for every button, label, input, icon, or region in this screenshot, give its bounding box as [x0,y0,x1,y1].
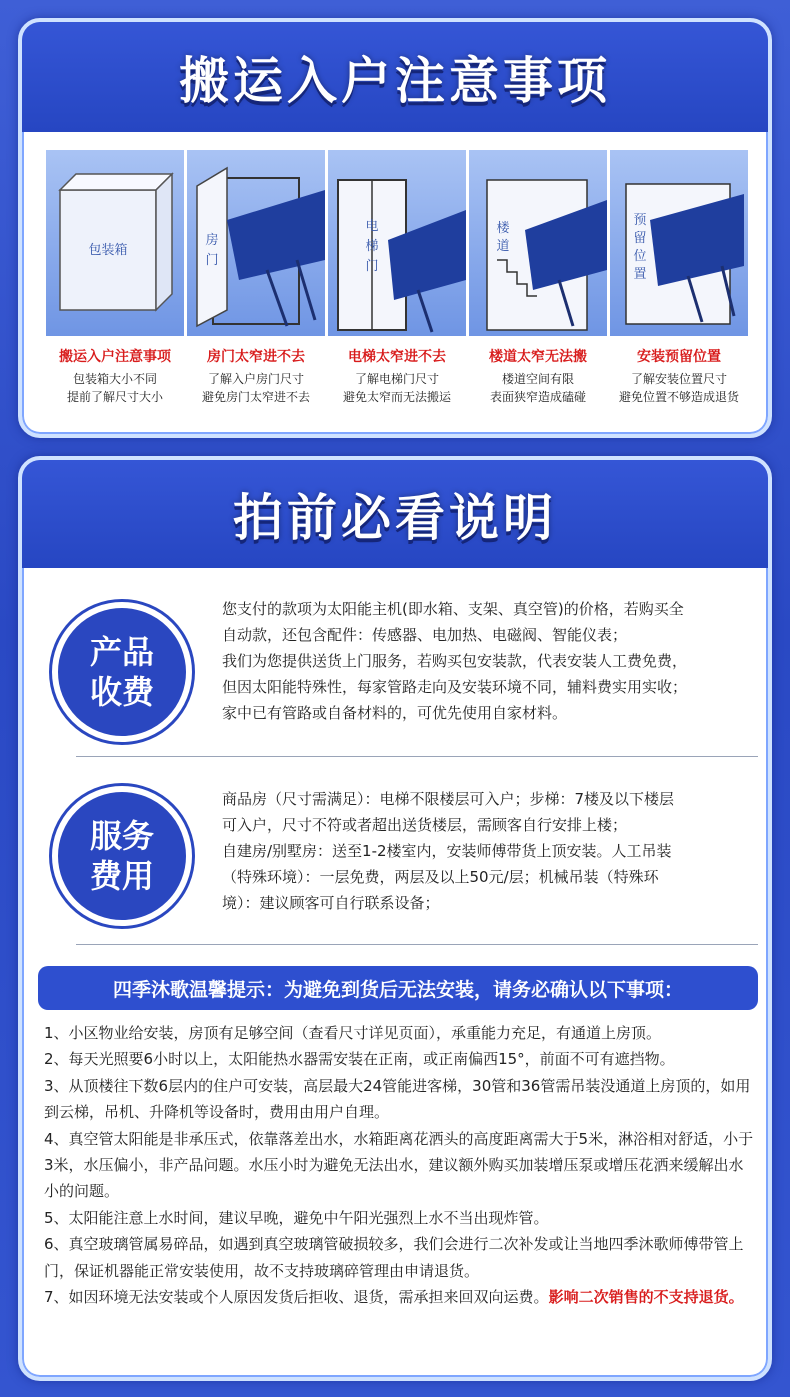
pre-purchase-header [22,460,768,568]
package-box-illustration [46,150,184,336]
reserve-label-1: 预 [633,213,647,228]
step-title: 楼道太窄无法搬 [489,349,587,365]
divider [76,756,758,757]
step-description: 了解入户房门尺寸 避免房门太窄进不去 [201,372,310,404]
tip-item: 5、太阳能注意上水时间，建议早晚，避免中午阳光强烈上水不当出现炸管。 [44,1208,549,1227]
tips-title-bar: 四季沐歌温馨提示：为避免到货后无法安装，请务必确认以下事项： [38,966,758,1010]
moving-notice-title: 搬运入户注意事项 [179,52,611,110]
service-fee-badge: 服务 费用 [52,786,192,926]
pre-purchase-card [18,456,772,1381]
reserve-label-3: 位 [633,249,647,264]
tip-item: 3、从顶楼往下数6层内的住户可安装，高层最大24管能进客梯，30管和36管需吊装没通道上房顶的，如用到云梯，吊机、升降机等设备时，费用由用户自理。 [44,1076,751,1122]
step-title: 房门太窄进不去 [207,349,305,365]
service-fee-text: 商品房（尺寸需满足）：电梯不限楼层可入户；步梯：7楼及以下楼层 可入户，尺寸不符或者超出送货楼层，需顾客自行安排上楼； 自建房/别墅房：送至1-2楼室内，安装师傅带货上顶安装。人工吊装 （特殊环境）：一层免费，两层及以上50元/层；机械吊装（特殊环 境）：建议顾客可自行联系设备； [222,790,675,912]
tip-item [44,1284,756,1310]
step-description: 楼道空间有限 表面狭窄造成磕碰 [489,372,586,404]
tip-item: 1、小区物业给安装，房顶有足够空间（查看尺寸详见页面），承重能力充足，有通道上房顶。 [44,1024,662,1042]
step-stairway [469,150,607,406]
moving-notice-card [18,18,772,438]
elevator-label-2: 梯 [365,239,379,254]
step-package-box [46,150,184,406]
stairway-label-2: 道 [496,239,510,254]
elevator-illustration [328,150,466,336]
product-fee-badge: 产品 收费 [52,602,192,742]
step-title: 电梯太窄进不去 [348,349,446,365]
tip-item: 4、真空管太阳能是非承压式，依靠落差出水，水箱距离花洒头的高度距离需大于5米，淋浴相对舒适，小于3米，水压偏小，非产品问题。水压小时为避免无法出水，建议额外购买加装增压泵或增压花洒来缓解出水小的问题。 [44,1129,754,1201]
step-title: 搬运入户注意事项 [59,349,171,365]
tips-list [44,1020,756,1310]
package-box-label: 包装箱 [88,243,128,258]
pre-purchase-title: 拍前必看说明 [233,489,557,547]
product-fee-text: 您支付的款项为太阳能主机(即水箱、支架、真空管)的价格，若购买全 自动款，还包含配件：传感器、电加热、电磁阀、智能仪表； 我们为您提供送货上门服务，若购买包安装款，代表安装人工费免费， 但因太阳能特殊性，每家管路走向及安装环境不同，辅料费实用实收； 家中已有管路或自备材料的，可优先使用自家材料。 [222,600,688,722]
tip7-text: 7、如因环境无法安装或个人原因发货后拒收、退货，需承担来回双向运费。 [44,1288,549,1307]
stairway-label-1: 楼 [496,221,510,236]
stairway-illustration [469,150,607,336]
step-house-door [187,150,325,406]
reserve-space-illustration [610,150,748,336]
moving-steps [46,150,748,406]
house-door-label-1: 房 [205,233,219,248]
moving-notice-header [22,22,768,132]
tip-item: 2、每天光照要6小时以上，太阳能热水器需安装在正南，或正南偏西15°，前面不可有遮挡物。 [44,1050,675,1069]
step-description: 了解电梯门尺寸 避免太窄而无法搬运 [342,372,451,404]
product-fee-section [52,596,752,746]
house-door-label-2: 门 [205,253,219,268]
step-description: 了解安装位置尺寸 避免位置不够造成退货 [618,372,739,404]
service-fee-section [52,786,752,936]
tip7-warning: 影响二次销售的不支持退货。 [548,1288,744,1307]
elevator-label-3: 门 [365,259,379,274]
reserve-label-4: 置 [633,267,647,282]
step-title: 安装预留位置 [637,349,721,365]
step-description: 包装箱大小不同 提前了解尺寸大小 [66,372,163,404]
step-elevator [328,150,466,406]
tip-item: 6、真空玻璃管属易碎品，如遇到真空玻璃管破损较多，我们会进行二次补发或让当地四季沐歌师傅带管上门，保证机器能正常安装使用，故不支持玻璃碎管理由申请退货。 [44,1235,744,1280]
step-reserve-space [610,150,748,406]
divider [76,944,758,945]
house-door-illustration [187,150,325,336]
reserve-label-2: 留 [633,231,647,246]
elevator-label-1: 电 [365,219,379,234]
